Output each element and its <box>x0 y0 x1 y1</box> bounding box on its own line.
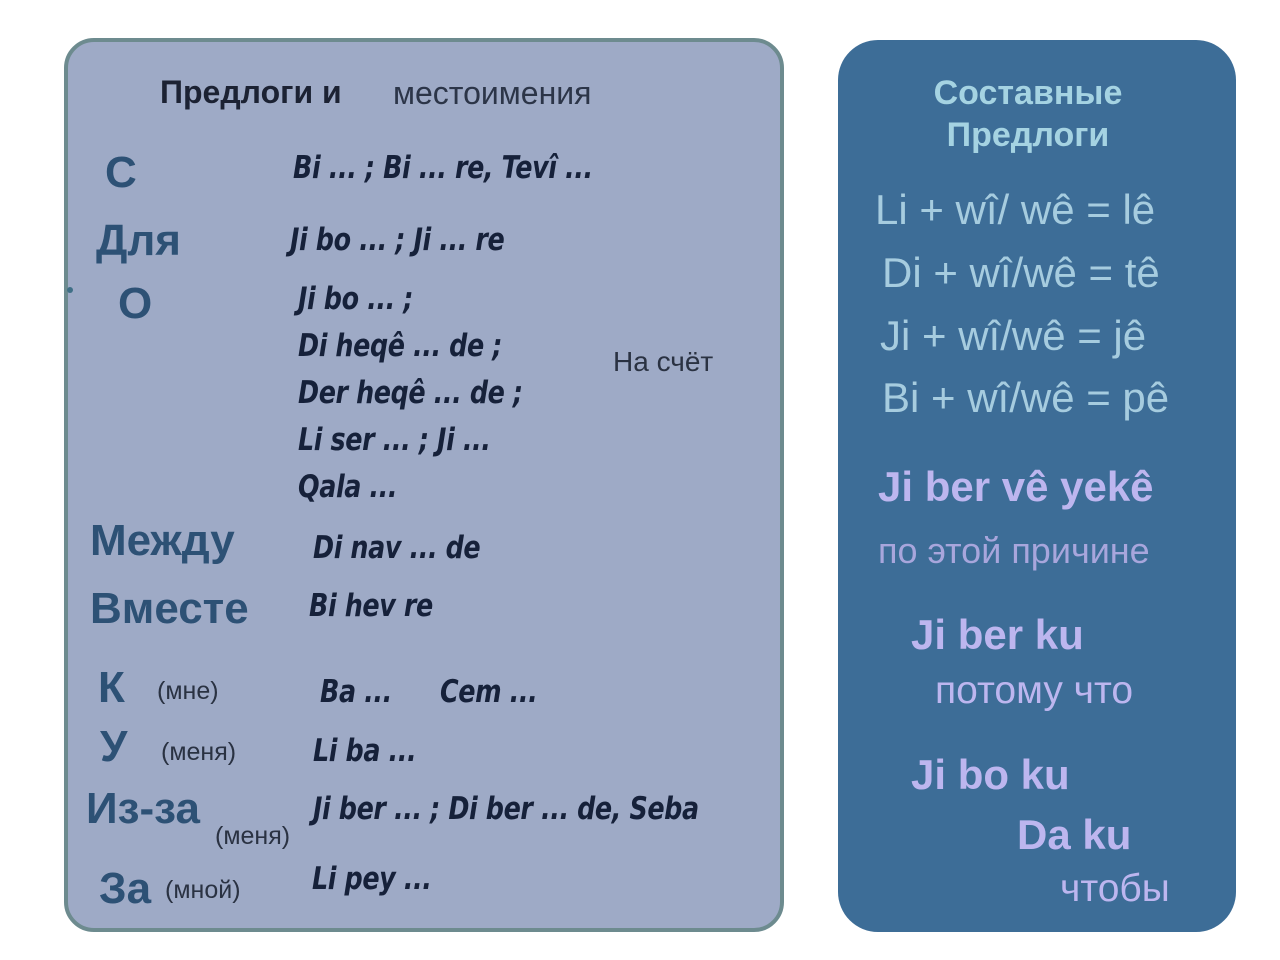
ru-za: За <box>99 864 152 913</box>
left-title-bold: Предлоги и <box>160 74 342 110</box>
phrase-ji-ber-ku: Ji ber ku <box>911 611 1084 658</box>
hint-izza: (меня) <box>215 822 291 850</box>
ku-o-1: Ji bo ... ; <box>298 281 414 317</box>
trans-chtoby: чтобы <box>1060 867 1170 910</box>
ru-k: К <box>98 663 125 712</box>
ru-izza: Из-за <box>86 784 200 833</box>
ku-s: Bi ... ; Bi ... re, Tevî ... <box>293 150 593 186</box>
ku-o-5: Qala ... <box>298 469 398 505</box>
right-title-line2: Предлоги <box>946 116 1110 154</box>
hint-u: (меня) <box>161 738 237 766</box>
ku-u: Li ba ... <box>313 733 417 769</box>
ku-za: Li pey ... <box>312 861 432 897</box>
ku-vmeste: Bi hev re <box>309 588 433 624</box>
phrase-ji-bo-ku: Ji bo ku <box>911 751 1070 798</box>
ru-s: С <box>105 148 137 197</box>
ru-u: У <box>100 722 128 771</box>
ku-izza: Ji ber ... ; Di ber ... de, Seba <box>313 791 699 827</box>
trans-potomu-chto: потому что <box>935 669 1134 712</box>
phrase-da-ku: Da ku <box>1017 811 1132 858</box>
ku-o-3: Der heqê ... de ; <box>298 375 523 411</box>
formula-ji: Ji + wî/wê = jê <box>880 312 1147 359</box>
ku-o-2: Di heqê ... de ; <box>298 328 503 364</box>
right-title-line1: Составные <box>933 74 1123 112</box>
ru-vmeste: Вместе <box>90 584 249 633</box>
ku-dlya: Ji bo ... ; Ji ... re <box>290 222 505 258</box>
hint-za: (мной) <box>165 876 241 904</box>
ku-k-1: Ba ... <box>320 674 392 710</box>
ru-o: О <box>118 279 153 328</box>
ru-mezhdu: Между <box>90 516 235 565</box>
ru-dlya: Для <box>96 216 181 265</box>
ku-mezhdu: Di nav ... de <box>313 530 481 566</box>
formula-bi: Bi + wî/wê = pê <box>882 374 1170 421</box>
formula-li: Li + wî/ wê = lê <box>875 186 1156 233</box>
note-na-schet: На счёт <box>613 346 714 377</box>
phrase-ji-ber-ve-yeke: Ji ber vê yekê <box>878 463 1154 510</box>
ku-o-4: Li ser ... ; Ji ... <box>298 422 491 458</box>
bullet-dot <box>67 287 73 293</box>
left-title-light: местоимения <box>393 75 592 111</box>
formula-di: Di + wî/wê = tê <box>882 249 1160 296</box>
ku-k-2: Cem ... <box>440 674 538 710</box>
hint-k: (мне) <box>157 677 219 705</box>
trans-po-etoi-prichine: по этой причине <box>878 530 1150 571</box>
